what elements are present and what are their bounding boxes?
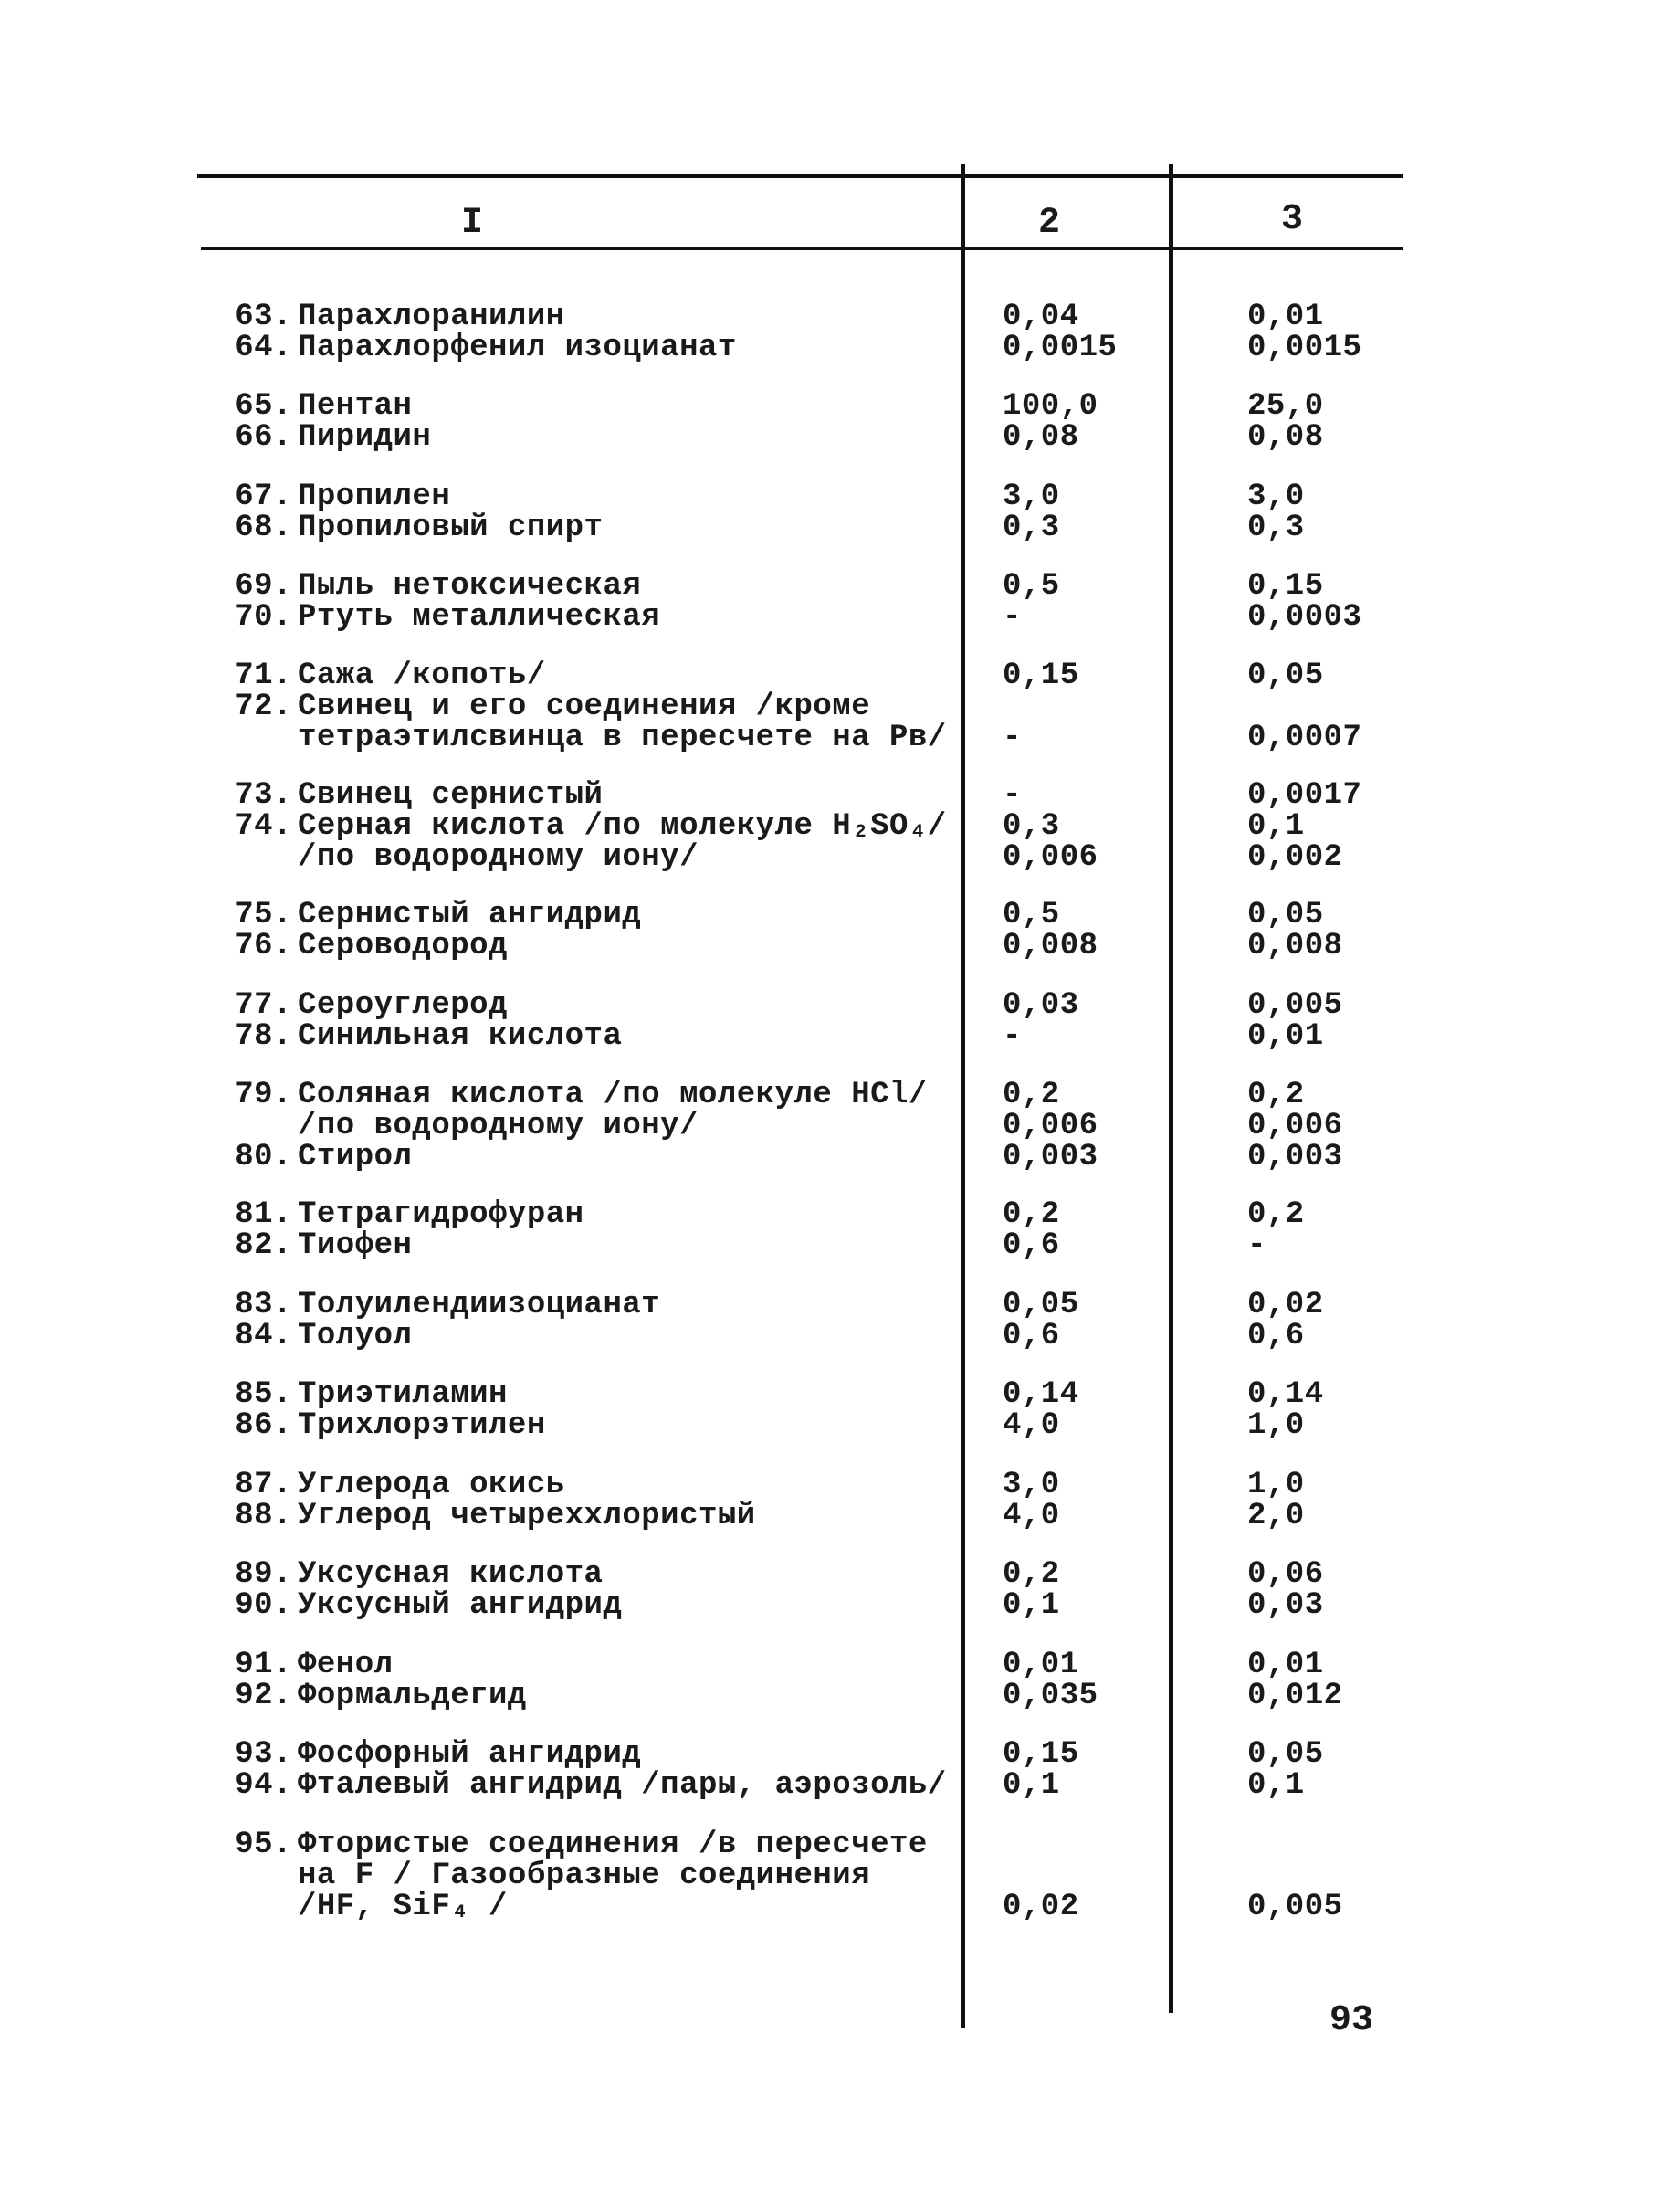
table-row — [0, 1860, 1671, 1891]
table-row — [0, 1321, 1671, 1352]
value-col-2: 3,0 — [1003, 479, 1060, 514]
value-col-2: 0,003 — [1003, 1140, 1098, 1174]
entry-number: 83. — [235, 1288, 292, 1322]
entry-number: 63. — [235, 300, 292, 334]
table-row — [0, 1829, 1671, 1860]
value-col-2: 4,0 — [1003, 1499, 1060, 1533]
table-row — [0, 602, 1671, 633]
value-col-3: 0,03 — [1247, 1588, 1324, 1623]
table-row — [0, 660, 1671, 691]
value-col-3: 0,05 — [1247, 898, 1324, 932]
value-col-2: 4,0 — [1003, 1408, 1060, 1443]
table-row — [0, 1230, 1671, 1261]
table-row — [0, 990, 1671, 1021]
entry-number: 90. — [235, 1588, 292, 1623]
entry-group — [0, 900, 1671, 962]
table-row — [0, 1649, 1671, 1680]
value-col-3: 0,008 — [1247, 929, 1343, 964]
substance-name: Пентан — [298, 389, 413, 424]
substance-name: Фталевый ангидрид /пары, аэрозоль/ — [298, 1768, 947, 1803]
value-col-2: 0,15 — [1003, 658, 1079, 693]
entry-number: 89. — [235, 1557, 292, 1592]
table-row — [0, 900, 1671, 931]
value-col-2: 0,1 — [1003, 1588, 1060, 1623]
substance-name: Ртуть металлическая — [298, 600, 661, 635]
value-col-2: 0,04 — [1003, 300, 1079, 334]
substance-name: Тетрагидрофуран — [298, 1197, 584, 1232]
substance-name: Углерода окись — [298, 1468, 565, 1502]
value-col-3: 0,01 — [1247, 300, 1324, 334]
value-col-3: 0,1 — [1247, 1768, 1305, 1803]
value-col-3: 0,005 — [1247, 988, 1343, 1023]
table-row — [0, 1590, 1671, 1621]
substance-name: /по водородному иону/ — [298, 1109, 699, 1143]
entry-number: 77. — [235, 988, 292, 1023]
entry-number: 88. — [235, 1499, 292, 1533]
entry-group — [0, 1080, 1671, 1173]
value-col-2: - — [1003, 721, 1022, 755]
value-col-3: - — [1247, 1228, 1266, 1263]
substance-name: Стирол — [298, 1140, 413, 1174]
value-col-3: 0,06 — [1247, 1557, 1324, 1592]
entry-number: 64. — [235, 331, 292, 365]
value-col-2: 0,006 — [1003, 1109, 1098, 1143]
substance-name: Парахлоранилин — [298, 300, 565, 334]
table-row — [0, 1739, 1671, 1770]
entry-number: 87. — [235, 1468, 292, 1502]
value-col-2: 0,2 — [1003, 1078, 1060, 1112]
entry-group — [0, 301, 1671, 363]
value-col-2: 0,03 — [1003, 988, 1079, 1023]
substance-name: /по водородному иону/ — [298, 840, 699, 875]
entry-group — [0, 481, 1671, 543]
value-col-2: - — [1003, 778, 1022, 813]
entry-number: 74. — [235, 809, 292, 844]
substance-name: Толуол — [298, 1319, 413, 1354]
value-col-2: 0,14 — [1003, 1377, 1079, 1412]
value-col-2: 0,15 — [1003, 1737, 1079, 1772]
value-col-3: 0,0015 — [1247, 331, 1362, 365]
substance-name: Сероуглерод — [298, 988, 508, 1023]
value-col-3: 0,02 — [1247, 1288, 1324, 1322]
table-row — [0, 691, 1671, 722]
value-col-2: 0,1 — [1003, 1768, 1060, 1803]
entry-number: 71. — [235, 658, 292, 693]
value-col-3: 0,14 — [1247, 1377, 1324, 1412]
value-col-3: 1,0 — [1247, 1408, 1305, 1443]
value-col-2: 0,01 — [1003, 1648, 1079, 1682]
top-rule — [197, 174, 1403, 178]
table-row — [0, 1770, 1671, 1801]
table-row — [0, 1379, 1671, 1410]
substance-name: /HF, SiF₄ / — [298, 1890, 508, 1924]
value-col-3: 0,08 — [1247, 420, 1324, 455]
value-col-3: 0,01 — [1247, 1648, 1324, 1682]
substance-name: Фтористые соединения /в пересчете — [298, 1828, 928, 1862]
value-col-2: 0,2 — [1003, 1557, 1060, 1592]
entry-number: 92. — [235, 1679, 292, 1713]
value-col-3: 0,05 — [1247, 1737, 1324, 1772]
value-col-3: 0,002 — [1247, 840, 1343, 875]
value-col-2: 0,006 — [1003, 840, 1098, 875]
value-col-2: 0,3 — [1003, 511, 1060, 545]
value-col-3: 2,0 — [1247, 1499, 1305, 1533]
table-row — [0, 842, 1671, 873]
table-row — [0, 1021, 1671, 1052]
substance-name: Соляная кислота /по молекуле HCl/ — [298, 1078, 928, 1112]
value-col-3: 25,0 — [1247, 389, 1324, 424]
value-col-2: 0,02 — [1003, 1890, 1079, 1924]
entry-group — [0, 1739, 1671, 1801]
table-row — [0, 1469, 1671, 1501]
entry-number: 67. — [235, 479, 292, 514]
value-col-2: 0,035 — [1003, 1679, 1098, 1713]
substance-name: Сернистый ангидрид — [298, 898, 642, 932]
entry-group — [0, 571, 1671, 633]
value-col-3: 0,3 — [1247, 511, 1305, 545]
value-col-2: 100,0 — [1003, 389, 1098, 424]
entry-number: 80. — [235, 1140, 292, 1174]
substance-name: Парахлорфенил изоцианат — [298, 331, 737, 365]
entry-number: 86. — [235, 1408, 292, 1443]
entry-number: 91. — [235, 1648, 292, 1682]
entry-number: 66. — [235, 420, 292, 455]
entry-number: 69. — [235, 569, 292, 604]
entry-group — [0, 1469, 1671, 1532]
value-col-2: - — [1003, 1019, 1022, 1054]
table-row — [0, 1891, 1671, 1922]
table-row — [0, 1410, 1671, 1441]
table-row — [0, 1199, 1671, 1230]
entry-number: 72. — [235, 690, 292, 724]
value-col-3: 0,2 — [1247, 1197, 1305, 1232]
table-row — [0, 1111, 1671, 1142]
substance-name: Углерод четыреххлористый — [298, 1499, 756, 1533]
entry-number: 95. — [235, 1828, 292, 1862]
entry-number: 68. — [235, 511, 292, 545]
substance-name: Формальдегид — [298, 1679, 527, 1713]
entry-group — [0, 780, 1671, 873]
entry-group — [0, 660, 1671, 753]
entry-group — [0, 1290, 1671, 1352]
value-col-2: 0,0015 — [1003, 331, 1118, 365]
table-row — [0, 391, 1671, 422]
substance-name: Уксусный ангидрид — [298, 1588, 623, 1623]
entry-number: 75. — [235, 898, 292, 932]
substance-name: Серная кислота /по молекуле H₂SO₄/ — [298, 809, 947, 844]
table-row — [0, 481, 1671, 512]
table-row — [0, 571, 1671, 602]
entry-group — [0, 1559, 1671, 1621]
substance-name: Фосфорный ангидрид — [298, 1737, 642, 1772]
entry-number: 85. — [235, 1377, 292, 1412]
substance-name: Пропиловый спирт — [298, 511, 604, 545]
substance-name: Толуилендиизоцианат — [298, 1288, 661, 1322]
value-col-3: 0,0007 — [1247, 721, 1362, 755]
entry-group — [0, 391, 1671, 453]
value-col-2: 0,2 — [1003, 1197, 1060, 1232]
table-row — [0, 1680, 1671, 1712]
value-col-2: 0,5 — [1003, 898, 1060, 932]
table-row — [0, 332, 1671, 363]
entry-group — [0, 990, 1671, 1052]
value-col-3: 0,05 — [1247, 658, 1324, 693]
entry-group — [0, 1829, 1671, 1922]
entry-number: 81. — [235, 1197, 292, 1232]
substance-name: Синильная кислота — [298, 1019, 623, 1054]
table-row — [0, 1501, 1671, 1532]
value-col-2: 0,3 — [1003, 809, 1060, 844]
substance-name: Пропилен — [298, 479, 451, 514]
entry-group — [0, 1379, 1671, 1441]
value-col-3: 0,012 — [1247, 1679, 1343, 1713]
substance-name: Свинец и его соединения /кроме — [298, 690, 871, 724]
entry-number: 79. — [235, 1078, 292, 1112]
value-col-3: 0,01 — [1247, 1019, 1324, 1054]
entry-number: 82. — [235, 1228, 292, 1263]
substance-name: Трихлорэтилен — [298, 1408, 546, 1443]
entry-number: 78. — [235, 1019, 292, 1054]
substance-name: Фенол — [298, 1648, 394, 1682]
value-col-3: 0,0017 — [1247, 778, 1362, 813]
value-col-3: 0,1 — [1247, 809, 1305, 844]
table-row — [0, 811, 1671, 842]
substance-name: Сероводород — [298, 929, 508, 964]
column-header-1: I — [461, 203, 484, 244]
entry-number: 73. — [235, 778, 292, 813]
value-col-3: 0,0003 — [1247, 600, 1362, 635]
entry-number: 84. — [235, 1319, 292, 1354]
value-col-3: 0,2 — [1247, 1078, 1305, 1112]
value-col-2: 0,5 — [1003, 569, 1060, 604]
value-col-3: 0,006 — [1247, 1109, 1343, 1143]
table-row — [0, 931, 1671, 962]
substance-name: Пиридин — [298, 420, 432, 455]
value-col-2: 0,08 — [1003, 420, 1079, 455]
value-col-3: 0,6 — [1247, 1319, 1305, 1354]
substance-name: Тиофен — [298, 1228, 413, 1263]
value-col-2: 0,6 — [1003, 1319, 1060, 1354]
value-col-2: 0,008 — [1003, 929, 1098, 964]
table-row — [0, 1080, 1671, 1111]
value-col-3: 0,003 — [1247, 1140, 1343, 1174]
table-row — [0, 512, 1671, 543]
substance-name: Уксусная кислота — [298, 1557, 604, 1592]
table-row — [0, 301, 1671, 332]
substance-name: Триэтиламин — [298, 1377, 508, 1412]
value-col-2: 0,05 — [1003, 1288, 1079, 1322]
entry-number: 70. — [235, 600, 292, 635]
value-col-3: 0,005 — [1247, 1890, 1343, 1924]
entry-number: 94. — [235, 1768, 292, 1803]
value-col-2: 3,0 — [1003, 1468, 1060, 1502]
table-row — [0, 722, 1671, 753]
value-col-2: 0,6 — [1003, 1228, 1060, 1263]
entry-number: 93. — [235, 1737, 292, 1772]
substance-name: Сажа /копоть/ — [298, 658, 546, 693]
header-bottom-rule — [201, 247, 1403, 250]
column-header-3: 3 — [1281, 199, 1304, 240]
table-row — [0, 1142, 1671, 1173]
substance-name: тетраэтилсвинца в пересчете на Рв/ — [298, 721, 947, 755]
value-col-3: 0,15 — [1247, 569, 1324, 604]
entry-group — [0, 1199, 1671, 1261]
substance-name: Пыль нетоксическая — [298, 569, 642, 604]
entry-number: 65. — [235, 389, 292, 424]
page-number: 93 — [1329, 2000, 1374, 2041]
column-header-2: 2 — [1038, 203, 1061, 244]
value-col-2: - — [1003, 600, 1022, 635]
entry-number: 76. — [235, 929, 292, 964]
value-col-3: 1,0 — [1247, 1468, 1305, 1502]
table-row — [0, 780, 1671, 811]
substance-name: на F / Газообразные соединения — [298, 1859, 871, 1893]
value-col-3: 3,0 — [1247, 479, 1305, 514]
entry-group — [0, 1649, 1671, 1712]
substance-name: Свинец сернистый — [298, 778, 604, 813]
table-row — [0, 1559, 1671, 1590]
table-row — [0, 422, 1671, 453]
table-row — [0, 1290, 1671, 1321]
